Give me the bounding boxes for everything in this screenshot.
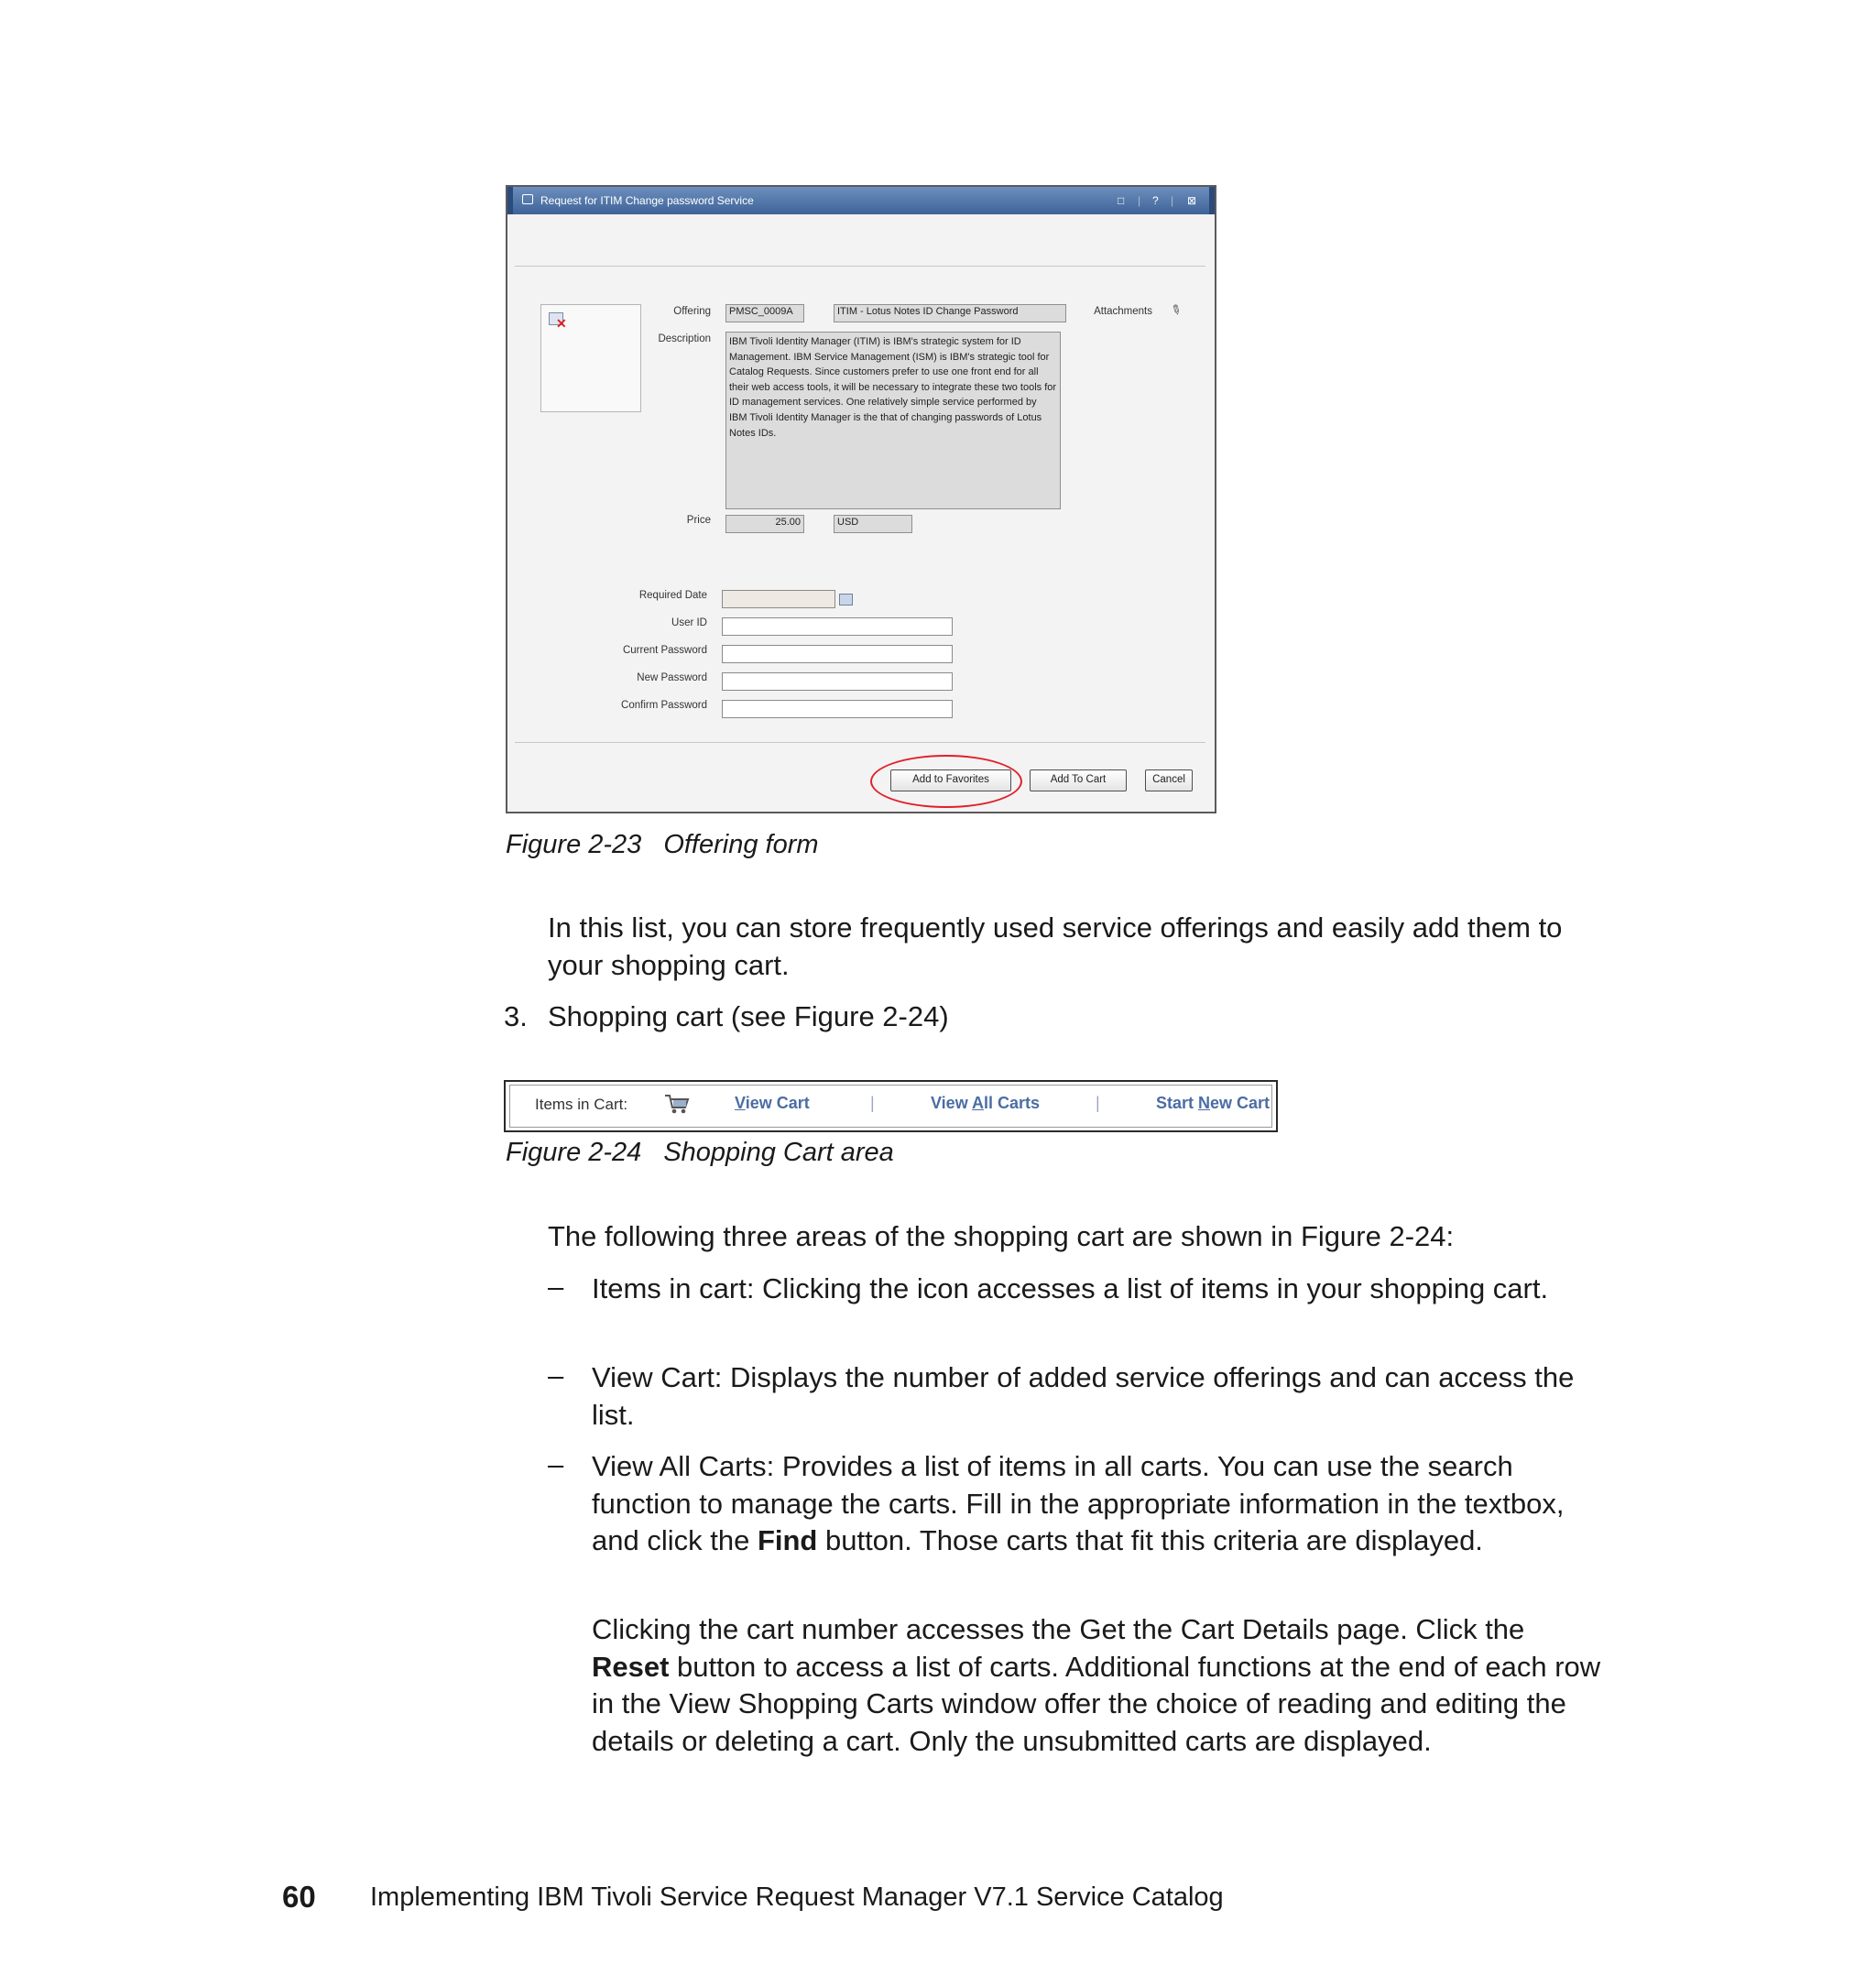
cancel-button[interactable]: Cancel <box>1145 769 1193 791</box>
cart-details-text: Clicking the cart number accesses the Get the Cart Details page. Click the <box>592 1613 1525 1645</box>
user-id-input[interactable] <box>722 617 953 636</box>
book-title: Implementing IBM Tivoli Service Request Manager V7.1 Service Catalog <box>370 1882 1224 1912</box>
link-separator: | <box>870 1094 875 1112</box>
list-item-shopping-cart: Shopping cart (see Figure 2-24) <box>548 1000 949 1032</box>
offering-name-field: ITIM - Lotus Notes ID Change Password <box>834 304 1066 322</box>
description-field: IBM Tivoli Identity Manager (ITIM) is IBM's strategic system for ID Management. IBM Service Management (ISM) is IBM's strategic tool for Catalog Requests. Since customers prefer to use one front end for all their web access tools, it will be necessary to integrate these two tools for ID management services. One relatively simple service performed by IBM Tivoli Identity Manager is the that of changing passwords of Lotus Notes IDs. <box>725 332 1061 509</box>
window-title: Request for ITIM Change password Service <box>540 194 754 207</box>
paragraph-three-areas: The following three areas of the shopping cart are shown in Figure 2-24: <box>548 1220 1455 1252</box>
shopping-cart-icon[interactable] <box>663 1092 691 1116</box>
offering-code-field: PMSC_0009A <box>725 304 804 322</box>
caption-number: Figure 2-24 <box>506 1138 642 1167</box>
items-in-cart-label: Items in Cart: <box>535 1096 628 1113</box>
add-to-cart-button[interactable]: Add To Cart <box>1030 769 1127 791</box>
bullet-items-in-cart: Items in cart: Clicking the icon accesses a list of items in your shopping cart. <box>592 1272 1549 1304</box>
figure-2-23-caption <box>506 830 819 860</box>
view-cart-accesskey: V <box>735 1094 746 1112</box>
bullet-marker: – <box>548 1448 564 1480</box>
paragraph-cart-details <box>592 1611 1609 1760</box>
help-icon[interactable]: ? <box>1152 194 1159 207</box>
start-new-cart-accesskey: N <box>1198 1094 1211 1112</box>
window-icon <box>522 194 533 204</box>
confirm-password-label: Confirm Password <box>621 700 707 711</box>
offering-label: Offering <box>673 306 711 317</box>
required-date-label: Required Date <box>638 590 707 601</box>
bullet-view-all-carts-text: View All Carts: Provides a list of items in all carts. You can use the search function to manage the carts. Fill in the appropriate information in the textbox, and click the <box>592 1450 1565 1556</box>
paragraph-favorites: In this list, you can store frequently used service offerings and easily add them to your shopping cart. <box>548 911 1563 981</box>
bullet-marker: – <box>548 1271 564 1303</box>
reset-keyword: Reset <box>592 1650 670 1683</box>
add-to-favorites-button[interactable]: Add to Favorites <box>890 769 1011 791</box>
broken-image-x-icon: ✕ <box>556 316 567 331</box>
link-separator: | <box>1096 1094 1100 1112</box>
bullet-marker: – <box>548 1359 564 1391</box>
page-number: 60 <box>282 1880 316 1914</box>
offering-image <box>540 304 641 412</box>
bullet-view-all-carts-text-end: button. Those carts that fit this criteria are displayed. <box>817 1524 1483 1556</box>
confirm-password-input[interactable] <box>722 700 953 718</box>
current-password-label: Current Password <box>622 645 707 656</box>
minimize-icon[interactable]: □ <box>1118 194 1125 207</box>
offering-form-window <box>506 185 1216 813</box>
current-password-input[interactable] <box>722 645 953 663</box>
bullet-view-all-carts <box>592 1448 1599 1560</box>
list-number: 3. <box>504 1000 528 1032</box>
title-separator: | <box>1138 194 1141 207</box>
calendar-icon[interactable] <box>839 594 853 606</box>
view-all-carts-label-start: View <box>931 1094 973 1112</box>
close-icon[interactable]: ⊠ <box>1187 194 1197 207</box>
paperclip-icon[interactable]: ✎ <box>1168 300 1185 319</box>
cart-details-text-end: button to access a list of carts. Additional functions at the end of each row in the View Shopping Carts window offer the choice of reading and editing the details or deleting a cart. Only the unsubmitted carts are displayed. <box>592 1650 1601 1757</box>
new-password-label: New Password <box>637 672 707 683</box>
start-new-cart-label-start: Start <box>1156 1094 1199 1112</box>
footer-divider <box>515 742 1205 743</box>
caption-title: Offering form <box>663 830 819 859</box>
price-label: Price <box>686 515 711 526</box>
caption-number: Figure 2-23 <box>506 830 642 859</box>
shopping-cart-bar <box>504 1080 1278 1132</box>
view-cart-link[interactable] <box>735 1094 810 1113</box>
window-titlebar <box>507 187 1215 214</box>
bullet-view-cart: View Cart: Displays the number of added service offerings and can access the list. <box>592 1361 1575 1431</box>
view-all-carts-link[interactable] <box>931 1094 1040 1113</box>
view-cart-label: iew Cart <box>745 1094 810 1112</box>
start-new-cart-link[interactable] <box>1156 1094 1270 1113</box>
attachments-label: Attachments <box>1094 306 1152 317</box>
required-date-input[interactable] <box>722 590 835 608</box>
find-keyword: Find <box>757 1524 818 1556</box>
description-label: Description <box>658 333 711 344</box>
currency-field: USD <box>834 515 912 533</box>
title-separator: | <box>1171 194 1174 207</box>
view-all-carts-label-end: ll Carts <box>984 1094 1041 1112</box>
user-id-label: User ID <box>671 617 707 628</box>
caption-title: Shopping Cart area <box>663 1138 894 1167</box>
figure-2-24-caption <box>506 1138 894 1168</box>
start-new-cart-label-end: ew Cart <box>1210 1094 1271 1112</box>
view-all-carts-accesskey: A <box>972 1094 985 1112</box>
new-password-input[interactable] <box>722 672 953 691</box>
toolbar-divider <box>515 266 1205 267</box>
price-field: 25.00 <box>725 515 804 533</box>
